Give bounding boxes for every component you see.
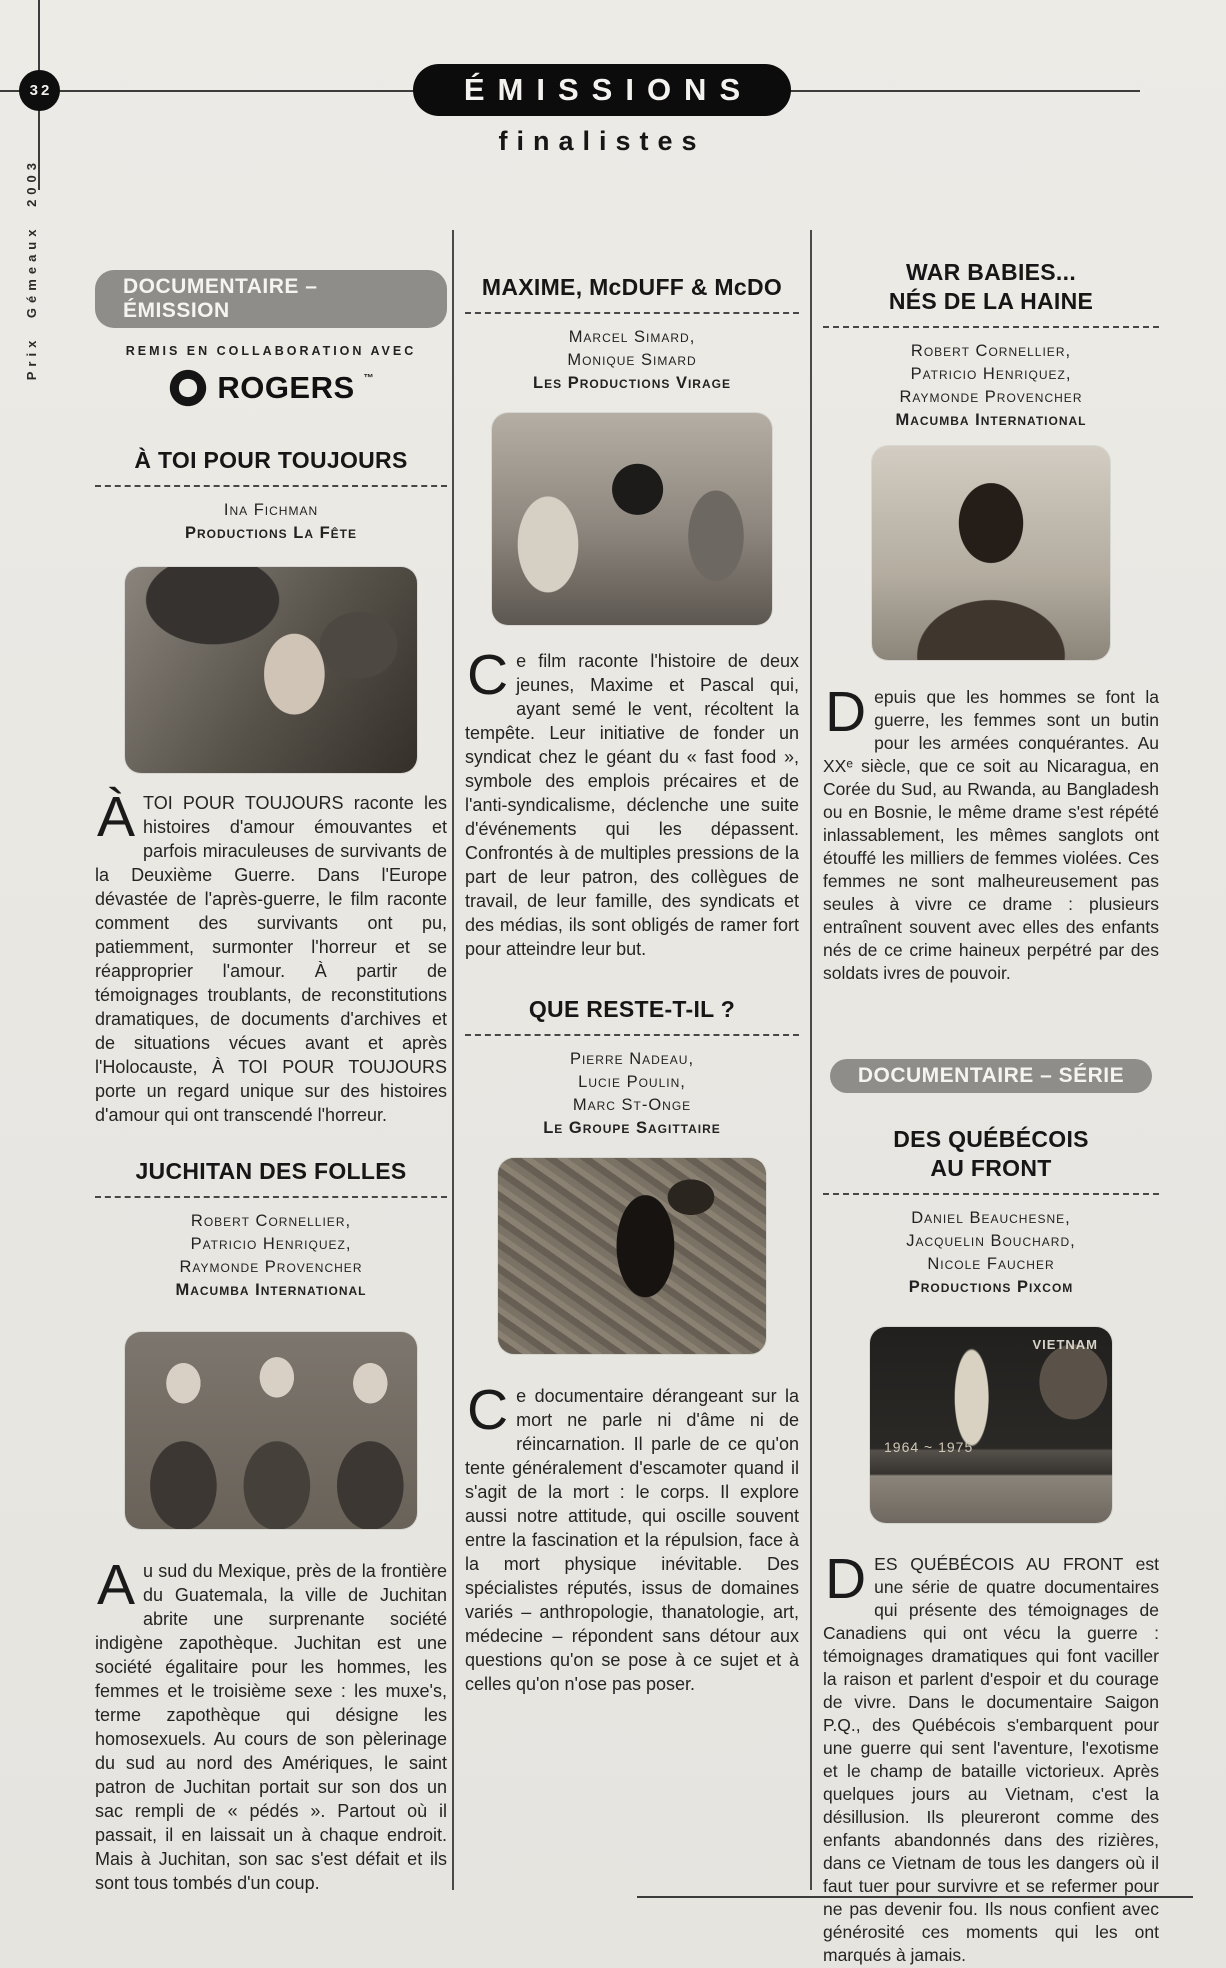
- synopsis-text: e documentaire dérangeant sur la mort ne parle ni d'âme ni de réincarnation. Il parle de ce qu'on tente généralement d'escamoter quand il s'agit de la mort : le corps. Il explore aussi notre attitude, qui oscille souvent entre la fascination et la répulsion, face à la mort physique inévitable. Des spécialistes réputés, issus de domaines variés – anthropologie, thanatologie, art, médecine – répondent sans détour aux questions qu'on se pose à ce sujet et à celles qu'on n'ose pas poser.: [465, 1386, 799, 1694]
- rogers-wordmark: ROGERS: [217, 370, 355, 405]
- dropcap: D: [825, 1547, 867, 1611]
- rogers-logo: [95, 368, 447, 408]
- credit-name: Pierre Nadeau,: [569, 1050, 695, 1068]
- section-title-des-quebecois-line2: AU FRONT: [930, 1155, 1052, 1181]
- margin-vertical-text: Prix Gémeaux 2003: [24, 158, 39, 381]
- category-badge-documentaire-serie: DOCUMENTAIRE – SÉRIE: [830, 1059, 1152, 1093]
- synopsis-que-reste-t-il: [465, 1378, 799, 1696]
- section-title-war-babies-line2: NÉS DE LA HAINE: [888, 288, 1094, 314]
- credit-name: Nicole Faucher: [927, 1255, 1055, 1273]
- photo-figure-lying-in-grass: [498, 1158, 766, 1354]
- credit-name: Robert Cornellier,: [190, 1212, 352, 1230]
- credit-name: Jacquelin Bouchard,: [906, 1232, 1076, 1250]
- credits-des-quebecois: [823, 1207, 1159, 1299]
- photo-couple-kissing: [125, 567, 417, 773]
- sponsor-label: REMIS EN COLLABORATION AVEC: [125, 344, 417, 358]
- production-name: Productions Pixcom: [908, 1278, 1074, 1296]
- synopsis-text: ES QUÉBÉCOIS AU FRONT est une série de quatre documentaires qui présente des témoignages de Canadiens qui ont vécu la guerre : témoignages dramatiques qui font vaciller la raison et parlent d'espoir et du courage de vivre. Dans le documentaire Saigon P.Q., des Québécois s'embarquent pour une guerre qui sent l'aventure, l'exotisme et le champ de bataille victorieux. Après quelques jours au Vietnam, c'est la désillusion. Ils pleureront comme des enfants abandonnés dans des rizières, dans ce Vietnam de tous les dangers où il faut tuer pour survivre et se refermer pour ne pas devenir fou. Ils nous confient avec générosité ces moments qui les ont marqués à jamais.: [823, 1554, 1159, 1965]
- page-number: 32: [29, 82, 53, 99]
- photo-child-portrait: [872, 446, 1110, 660]
- column-divider-2: [810, 230, 812, 1890]
- dropcap: A: [97, 1553, 136, 1617]
- credit-name: Ina Fichman: [223, 501, 319, 519]
- photo-vietnam-memorial-man-with-photos: [870, 1327, 1112, 1523]
- photo-three-women-traditional-dress: [125, 1332, 417, 1529]
- dropcap: D: [825, 680, 867, 744]
- credits-juchitan: [95, 1210, 447, 1302]
- dropcap: C: [467, 1378, 509, 1442]
- bottom-rule: [637, 1896, 1193, 1898]
- credit-name: Patricio Henriquez,: [910, 365, 1072, 383]
- production-name: Les Productions Virage: [533, 374, 731, 392]
- credits-a-toi-pour-toujours: [95, 499, 447, 545]
- synopsis-maxime: [465, 643, 799, 961]
- credit-name: Robert Cornellier,: [910, 342, 1072, 360]
- credit-name: Marcel Simard,: [568, 328, 696, 346]
- category-badge-documentaire-emission: DOCUMENTAIRE – ÉMISSION: [95, 270, 447, 328]
- trademark-symbol: ™: [363, 372, 374, 384]
- credit-name: Patricio Henriquez,: [190, 1235, 352, 1253]
- dashed-rule: [823, 1193, 1159, 1195]
- credit-name: Lucie Poulin,: [578, 1073, 686, 1091]
- page-number-badge: [19, 70, 60, 111]
- synopsis-a-toi-pour-toujours: [95, 785, 447, 1127]
- credit-name: Raymonde Provencher: [899, 388, 1083, 406]
- photo-overlay-years: 1964 ~ 1975: [884, 1439, 974, 1455]
- production-name: Le Groupe Sagittaire: [543, 1119, 721, 1137]
- column-2: [465, 273, 799, 1696]
- dashed-rule: [95, 485, 447, 487]
- section-title-que-reste-t-il: QUE RESTE-T-IL ?: [528, 996, 736, 1022]
- section-title-a-toi-pour-toujours: À TOI POUR TOUJOURS: [134, 447, 408, 473]
- synopsis-text: TOI POUR TOUJOURS raconte les histoires d'amour émouvantes et parfois miraculeuses de survivants de la Deuxième Guerre. Dans l'Europe dévastée de l'après-guerre, le film raconte comment des survivants ont pu, patiemment, surmonter l'horreur et se réapproprier l'amour. À partir de témoignages troublants, de reconstitutions dramatiques, de documents d'archives et de situations vécues avant et après l'Holocauste, À TOI POUR TOUJOURS porte un regard unique sur des histoires d'amour qui ont transcendé l'horreur.: [95, 793, 447, 1125]
- column-1: [95, 270, 447, 1895]
- credit-name: Marc St-Onge: [572, 1096, 692, 1114]
- synopsis-text: e film raconte l'histoire de deux jeunes, Maxime et Pascal qui, ayant semé le vent, récoltent la tempête. Leur initiative de fonder un syndicat chez le géant du « fast food », symbole des emplois précaires et de l'anti-syndicalisme, déclenche une suite d'événements qui les dépassent. Confrontés à de multiples pressions de la part de leur patron, des collègues de travail, de leur famille, des syndicats et des médias, ils sont obligés de ramer fort pour atteindre leur but.: [465, 651, 799, 959]
- section-title-juchitan-des-folles: JUCHITAN DES FOLLES: [135, 1158, 407, 1184]
- credit-name: Daniel Beauchesne,: [911, 1209, 1071, 1227]
- dropcap: C: [467, 643, 509, 707]
- synopsis-text: u sud du Mexique, près de la frontière du Guatemala, la ville de Juchitan abrite une surprenante société indigène zapothèque. Juchitan est une société égalitaire pour les hommes, les femmes et le troisième sexe : les muxe's, terme zapothèque qui désigne les homosexuels. Au cours de son pèlerinage du sud au nord des Amériques, le saint patron de Juchitan portait sur son dos un sac rempli de « pédés ». Partout où il passait, il en laissait un à chaque endroit. Mais à Juchitan, son sac s'est défait et ils sont tous tombés d'un coup.: [95, 1561, 447, 1893]
- dashed-rule: [465, 1034, 799, 1036]
- synopsis-des-quebecois: [823, 1547, 1159, 1967]
- dashed-rule: [823, 326, 1159, 328]
- credits-war-babies: [823, 340, 1159, 432]
- rogers-swirl-icon: [168, 368, 208, 408]
- dashed-rule: [465, 312, 799, 314]
- section-title-des-quebecois-line1: DES QUÉBÉCOIS: [893, 1126, 1089, 1152]
- credit-name: Raymonde Provencher: [179, 1258, 363, 1276]
- photo-overlay-place: VIETNAM: [1032, 1337, 1098, 1352]
- production-name: Macumba International: [175, 1281, 367, 1299]
- section-title-war-babies-line1: WAR BABIES...: [905, 259, 1077, 285]
- photo-film-crew-street: [492, 413, 772, 625]
- column-3: [823, 258, 1159, 1967]
- page-title: ÉMISSIONS: [463, 72, 754, 107]
- dropcap: À: [97, 785, 136, 849]
- page-title-pill: [413, 64, 791, 116]
- production-name: Productions La Fête: [184, 524, 357, 542]
- page-subtitle: finalistes: [498, 126, 706, 156]
- synopsis-war-babies: [823, 680, 1159, 985]
- column-divider-1: [452, 230, 454, 1890]
- synopsis-text: epuis que les hommes se font la guerre, les femmes sont un butin pour les armées conquérantes. Au XXᵉ siècle, que ce soit au Nicaragua, en Corée du Sud, au Rwanda, au Bangladesh ou en Bosnie, le même drame s'est répété inlassablement, les mêmes sanglots ont étouffé les milliers de femmes violées. Ces femmes ne sont malheureusement pas seules à vivre ce drame : plusieurs entraînent souvent avec elles des enfants nés de ce crime haineux perpétré par des soldats ivres de pouvoir.: [823, 687, 1159, 983]
- section-title-maxime-mcduff-mcdo: MAXIME, McDUFF & McDO: [481, 274, 783, 300]
- synopsis-juchitan: [95, 1553, 447, 1895]
- dashed-rule: [95, 1196, 447, 1198]
- credits-que-reste-t-il: [465, 1048, 799, 1140]
- production-name: Macumba International: [895, 411, 1087, 429]
- credits-maxime: [465, 326, 799, 395]
- credit-name: Monique Simard: [567, 351, 697, 369]
